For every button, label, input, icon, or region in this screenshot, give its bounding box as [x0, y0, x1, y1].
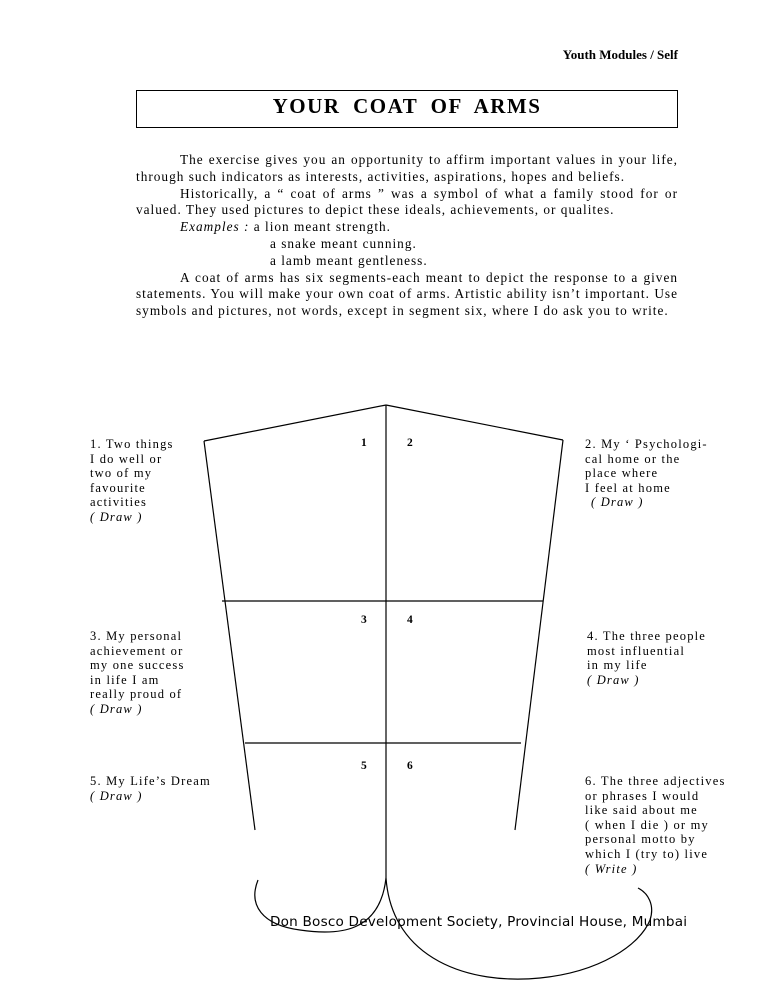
- segment-1-label: 1. Two things I do well or two of my favourite activities: [90, 437, 174, 510]
- segment-4-prompt: [587, 629, 706, 687]
- segment-4-instruction: ( Draw ): [587, 672, 640, 687]
- segment-number-3: 3: [361, 614, 367, 626]
- segment-6-label: 6. The three adjectives or phrases I would like said about me ( when I die ) or my personal motto by which I (try to) live: [585, 774, 726, 861]
- segment-number-6: 6: [407, 760, 413, 772]
- example-lamb: a lamb meant gentleness.: [270, 252, 428, 268]
- footer-text: Don Bosco Development Society, Provincial House, Mumbai: [270, 914, 688, 930]
- shield-top-right-edge: [386, 405, 563, 440]
- segment-4-label: 4. The three people most influential in my life: [587, 629, 707, 673]
- shield-left-side: [204, 441, 255, 830]
- segment-5-label: 5. My Life’s Dream: [90, 774, 211, 788]
- segment-5-instruction: ( Draw ): [90, 788, 143, 803]
- segment-number-5: 5: [361, 760, 367, 772]
- segment-2-prompt: [585, 437, 708, 510]
- segment-3-instruction: ( Draw ): [90, 701, 143, 716]
- segment-3-label: 3. My personal achievement or my one success in life I am really proud of: [90, 629, 185, 702]
- segment-1-instruction: ( Draw ): [90, 509, 143, 524]
- intro-paragraph-2: Historically, a “ coat of arms ” was a symbol of what a family stood for or valued. They used pictures to depict these ideals, achievements, or qualites.: [136, 185, 678, 218]
- example-lion: a lion meant strength.: [253, 219, 391, 235]
- segment-number-2: 2: [407, 437, 413, 449]
- segment-5-prompt: [90, 774, 211, 803]
- segment-2-label: 2. My ‘ Psychologi- cal home or the place where I feel at home: [585, 437, 708, 495]
- segment-6-instruction: ( Write ): [585, 861, 638, 876]
- shield-right-side: [515, 440, 563, 830]
- shield-top-left-edge: [204, 405, 386, 441]
- segment-number-4: 4: [407, 614, 413, 626]
- intro-paragraph-3: A coat of arms has six segments-each meant to depict the response to a given statements. You will make your own coat of arms. Artistic ability isn’t important. Use symbols and pictures, not words, except in segment six, where I do ask you to write.: [136, 269, 678, 319]
- segment-6-prompt: [585, 774, 726, 876]
- page-title: YOUR COAT OF ARMS: [272, 94, 542, 118]
- examples-label: Examples :: [180, 219, 250, 235]
- segment-number-1: 1: [361, 437, 367, 449]
- running-header: Youth Modules / Self: [562, 47, 678, 62]
- segment-3-prompt: [90, 629, 185, 717]
- example-snake: a snake meant cunning.: [270, 235, 417, 251]
- segment-1-prompt: [90, 437, 174, 525]
- segment-2-instruction: ( Draw ): [591, 495, 644, 510]
- intro-paragraph-1: The exercise gives you an opportunity to affirm important values in your life, through such indicators as interests, activities, aspirations, hopes and beliefs.: [136, 152, 678, 184]
